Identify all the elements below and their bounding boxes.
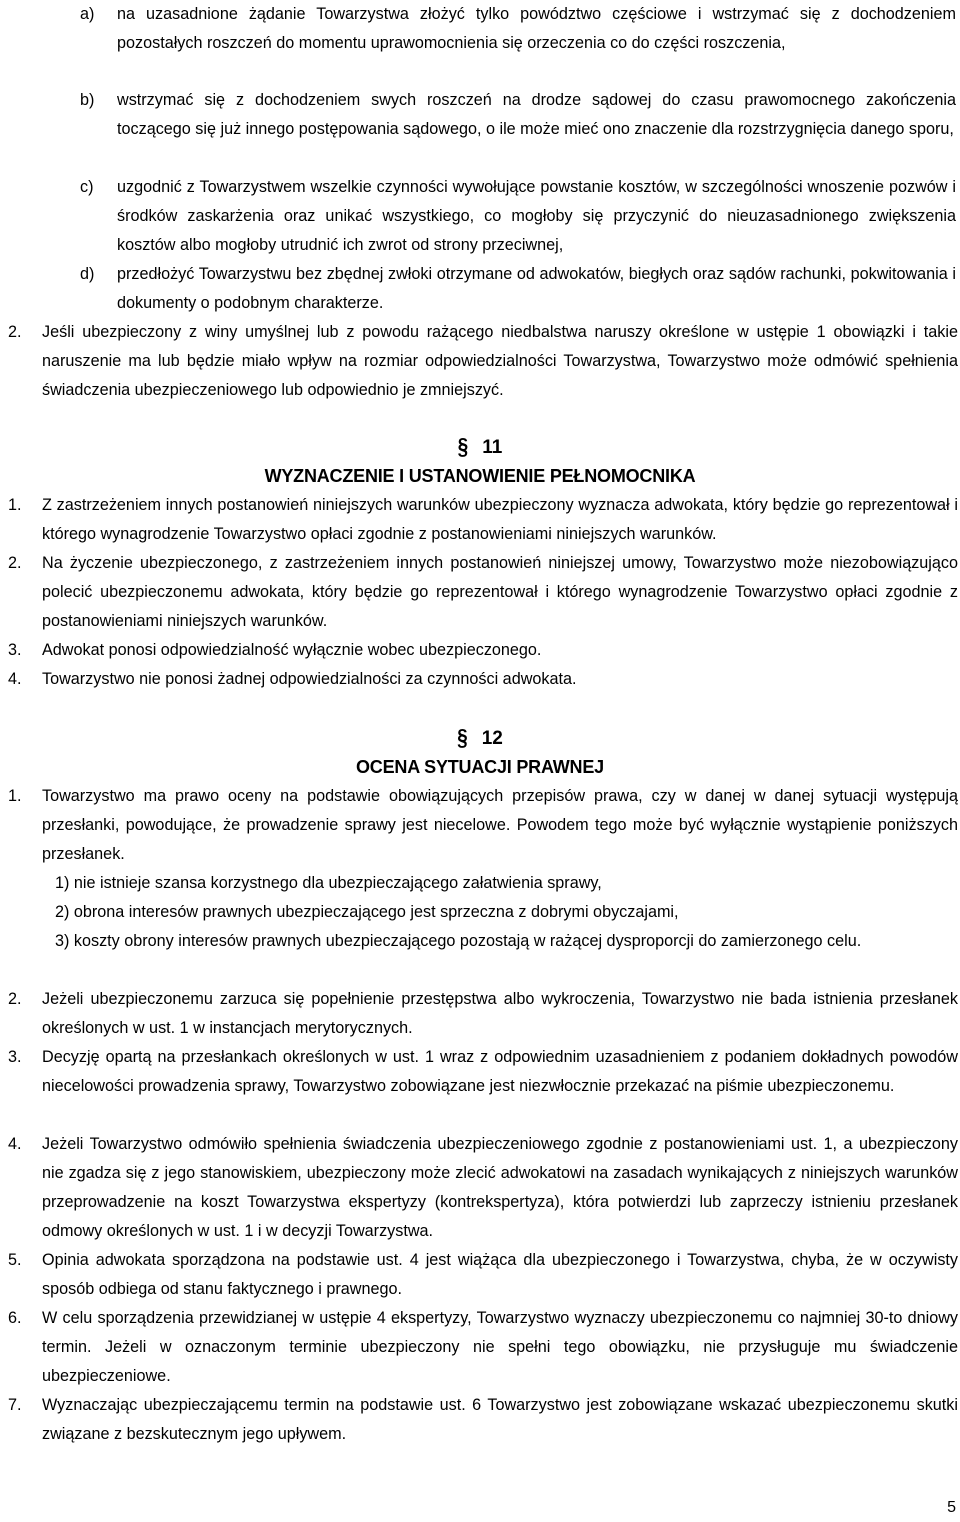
point-text: Decyzję opartą na przesłankach określonych w ust. 1 wraz z odpowiednim uzasadnieniem z podaniem dokładnych powodów niecelowości prowadzenia sprawy, Towarzystwo zobowiązane jest niezwłocznie przekazać na piśmie ubezpieczonemu. xyxy=(42,1048,958,1095)
point-number: 6. xyxy=(8,1309,22,1327)
condition-text: 3) koszty obrony interesów prawnych ubezpieczającego pozostają w rażącej dysproporcji do zamierzonego celu. xyxy=(55,932,862,950)
numbered-point xyxy=(8,1391,958,1449)
paragraph-symbol: § xyxy=(457,434,469,461)
list-item-text: wstrzymać się z dochodzeniem swych roszczeń na drodze sądowej do czasu prawomocnego zakończenia toczącego się już innego postępowania sądowego, o ile może mieć ono znaczenie dla rozstrzygnięcia danego sporu, xyxy=(117,91,956,138)
point-number: 2. xyxy=(8,554,22,572)
list-item-text: przedłożyć Towarzystwu bez zbędnej zwłoki otrzymane od adwokatów, biegłych oraz sądów rachunki, pokwitowania i dokumenty o podobnym charakterze. xyxy=(117,265,956,312)
point-text: Towarzystwo nie ponosi żadnej odpowiedzialności za czynności adwokata. xyxy=(42,670,577,688)
page-number: 5 xyxy=(947,1499,956,1516)
point-number: 2. xyxy=(8,323,22,341)
section-heading xyxy=(0,433,960,462)
numbered-point xyxy=(8,1043,958,1101)
point-text: Jeśli ubezpieczony z winy umyślnej lub z powodu rażącego niedbalstwa naruszy określone w ustępie 1 obowiązki i takie naruszenie ma lub będzie miało wpływ na rozmiar odpowiedzialności Towarzystwa, Towarzystwo może odmówić spełnienia świadczenia ubezpieczeniowego lub odpowiednio je zmniejszyć. xyxy=(42,323,958,399)
list-marker: b) xyxy=(80,91,95,109)
point-number: 1. xyxy=(8,496,22,514)
section-title: WYZNACZENIE I USTANOWIENIE PEŁNOMOCNIKA xyxy=(264,466,696,486)
list-item-text: na uzasadnione żądanie Towarzystwa złożyć tylko powództwo częściowe i wstrzymać się z dochodzeniem pozostałych roszczeń do momentu uprawomocnienia się orzeczenia co do części roszczenia, xyxy=(117,5,956,52)
numbered-point xyxy=(8,665,958,694)
point-number: 3. xyxy=(8,641,22,659)
list-marker: d) xyxy=(80,265,95,283)
section-heading xyxy=(0,724,960,753)
numbered-point xyxy=(8,1246,958,1304)
list-item-a xyxy=(80,0,956,58)
section-number: 12 xyxy=(481,728,503,749)
point-number: 7. xyxy=(8,1396,22,1414)
numbered-point xyxy=(8,318,958,405)
numbered-point xyxy=(8,1304,958,1391)
point-number: 1. xyxy=(8,787,22,805)
point-text: Jeżeli Towarzystwo odmówiło spełnienia świadczenia ubezpieczeniowego zgodnie z postanowieniami ust. 1, a ubezpieczony nie zgadza się z jego stanowiskiem, ubezpieczony może zlecić adwokatowi na zasadach wynikających z niniejszych warunków przeprowadzenie na koszt Towarzystwa ekspertyzy (kontrekspertyza), która potwierdzi lub zaprzeczy istnieniu przesłanek odmowy określonych w ust. 1 i w decyzji Towarzystwa. xyxy=(42,1135,958,1240)
point-number: 3. xyxy=(8,1048,22,1066)
numbered-point xyxy=(8,985,958,1043)
numbered-point xyxy=(8,1130,958,1246)
numbered-point xyxy=(8,636,958,665)
list-item-b xyxy=(80,86,956,144)
point-number: 4. xyxy=(8,670,22,688)
point-text: Jeżeli ubezpieczonemu zarzuca się popełnienie przestępstwa albo wykroczenia, Towarzystwo nie bada istnienia przesłanek określonych w ust. 1 w instancjach merytorycznych. xyxy=(42,990,958,1037)
condition-item xyxy=(55,869,958,898)
point-text: Opinia adwokata sporządzona na podstawie ust. 4 jest wiążąca dla ubezpieczonego i Towarzystwa, chyba, że w oczywisty sposób odbiega od stanu faktycznego i prawnego. xyxy=(42,1251,958,1298)
list-item-d xyxy=(80,260,956,318)
point-text: Z zastrzeżeniem innych postanowień niniejszych warunków ubezpieczony wyznacza adwokata, który będzie go reprezentował i którego wynagrodzenie Towarzystwo opłaci zgodnie z postanowieniami niniejszych warunków. xyxy=(42,496,958,543)
point-number: 5. xyxy=(8,1251,22,1269)
point-text: Adwokat ponosi odpowiedzialność wyłącznie wobec ubezpieczonego. xyxy=(42,641,542,659)
point-text: Na życzenie ubezpieczonego, z zastrzeżeniem innych postanowień niniejszej umowy, Towarzystwo może niezobowiązująco polecić ubezpieczonemu adwokata, który będzie go reprezentował i którego wynagrodzenie Towarzystwo opłaci zgodnie z postanowieniami niniejszych warunków. xyxy=(42,554,958,630)
numbered-point xyxy=(8,491,958,549)
condition-item xyxy=(55,898,958,927)
list-marker: a) xyxy=(80,5,95,23)
list-marker: c) xyxy=(80,178,94,196)
section-number: 11 xyxy=(482,437,503,458)
condition-text: 1) nie istnieje szansa korzystnego dla ubezpieczającego załatwienia sprawy, xyxy=(55,874,602,892)
list-item-c xyxy=(80,173,956,260)
point-text: Wyznaczając ubezpieczającemu termin na podstawie ust. 6 Towarzystwo jest zobowiązane wskazać ubezpieczonemu skutki związane z bezskutecznym jego upływem. xyxy=(42,1396,958,1443)
list-item-text: uzgodnić z Towarzystwem wszelkie czynności wywołujące powstanie kosztów, w szczególności wnoszenie pozwów i środków zaskarżenia oraz unikać wszystkiego, co mogłoby się przyczynić do nieuzasadnionego zwiększenia kosztów albo mogłoby utrudnić ich zwrot od strony przeciwnej, xyxy=(117,178,956,254)
point-number: 4. xyxy=(8,1135,22,1153)
condition-text: 2) obrona interesów prawnych ubezpieczającego jest sprzeczna z dobrymi obyczajami, xyxy=(55,903,679,921)
point-number: 2. xyxy=(8,990,22,1008)
point-text: W celu sporządzenia przewidzianej w ustępie 4 ekspertyzy, Towarzystwo wyznaczy ubezpieczonemu co najmniej 30-to dniowy termin. Jeżeli w oznaczonym terminie ubezpieczony nie spełni tego obowiązku, nie przysługuje mu świadczenie ubezpieczeniowe. xyxy=(42,1309,958,1385)
condition-item xyxy=(55,927,958,956)
section-title: OCENA SYTUACJI PRAWNEJ xyxy=(356,757,604,777)
numbered-point xyxy=(8,549,958,636)
point-text: Towarzystwo ma prawo oceny na podstawie obowiązujących przepisów prawa, czy w danej w danej sytuacji występują przesłanki, powodujące, że prowadzenie sprawy jest niecelowe. Powodem tego może być wyłącznie wystąpienie poniższych przesłanek. xyxy=(42,787,958,863)
paragraph-symbol: § xyxy=(457,725,468,752)
numbered-point xyxy=(8,782,958,869)
